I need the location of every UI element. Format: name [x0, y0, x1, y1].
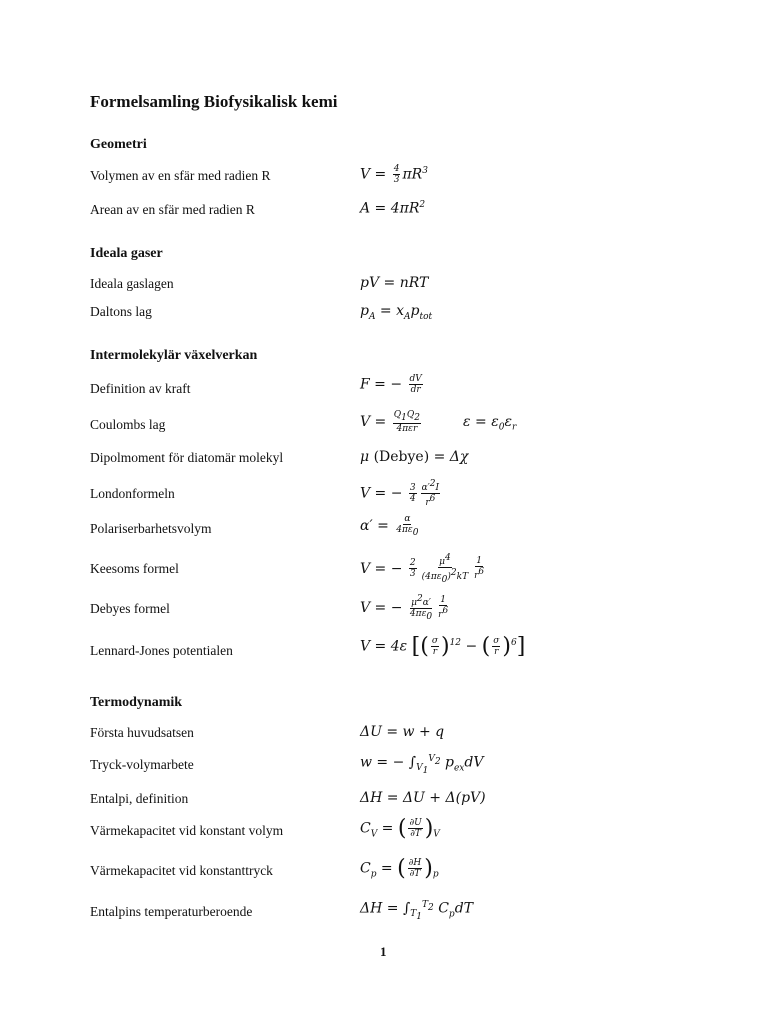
formula-cp: $C_p$ = ( $\frac{\partial H}{\partial T}$ )$_p$ — [360, 856, 439, 881]
formula-tempber: $\Delta H = \int_{T_1}^{T_2}$ $C_pdT$ — [360, 900, 473, 923]
label-polar: Polariserbarhetsvolym — [90, 521, 212, 536]
label-dipol: Dipolmoment för diatomär molekyl — [90, 450, 284, 465]
label-keesom: Keesoms formel — [90, 561, 179, 576]
formula-dipol: μ (Debye) = Δχ — [360, 449, 469, 465]
label-cp: Värmekapacitet vid konstanttryck — [90, 863, 273, 878]
formula-coulomb: V = $\frac{Q_1Q_2}{\text{4πεr}}$ $\varepsilon = \varepsilon_0\varepsilon_r$ — [360, 410, 517, 434]
label-gaslagen: Ideala gaslagen — [90, 276, 174, 291]
formula-volym: V = $\frac{4}{3}$ $\pi R^3$ — [360, 164, 428, 185]
formula-area: $A = 4\pi R^2$ — [360, 200, 426, 217]
formula-cv: $C_V$ = ( $\frac{\partial U}{\partial T}$ )$_V$ — [360, 816, 440, 841]
formula-forsta: ΔU = w + q — [360, 724, 445, 740]
label-entalpi: Entalpi, definition — [90, 791, 189, 806]
page-number: 1 — [380, 944, 387, 959]
section-heading-intermolekylar: Intermolekylär växelverkan — [90, 348, 258, 363]
label-cv: Värmekapacitet vid konstant volym — [90, 823, 284, 838]
formula-keesom: V = − $\frac{2}{3}$ $\frac{\mu^4}{(4\pi\varepsilon_0)^2kT}$ $\frac{1}{r^6}$ — [360, 553, 485, 585]
section-heading-geometri: Geometri — [90, 137, 147, 152]
formula-gaslagen: pV = nRT — [360, 275, 429, 291]
formula-kraft: F = − $\frac{dV}{dr}$ — [360, 374, 422, 395]
label-daltons: Daltons lag — [90, 304, 152, 319]
formula-daltons: $p_A = x_Ap_{tot}$ — [360, 303, 433, 322]
label-coulomb: Coulombs lag — [90, 417, 166, 432]
label-kraft: Definition av kraft — [90, 381, 191, 396]
formula-entalpi: ΔH = ΔU + Δ(pV) — [360, 790, 486, 806]
formula-polar: α′ = $\frac{\alpha}{4\pi\varepsilon_0}$ — [360, 514, 419, 538]
label-forsta: Första huvudsatsen — [90, 725, 194, 740]
label-area: Arean av en sfär med radien R — [90, 202, 255, 217]
label-debye: Debyes formel — [90, 601, 170, 616]
label-tryck: Tryck-volymarbete — [90, 757, 194, 772]
label-volym: Volymen av en sfär med radien R — [90, 168, 271, 183]
document-title: Formelsamling Biofysikalisk kemi — [90, 92, 338, 111]
label-london: Londonformeln — [90, 486, 175, 501]
section-heading-ideala-gaser: Ideala gaser — [90, 246, 163, 261]
section-heading-termodynamik: Termodynamik — [90, 695, 183, 710]
formula-london: V = − $\frac{3}{4}$ $\frac{\alpha'^2I}{r^6}$ — [360, 479, 440, 508]
label-lj: Lennard-Jones potentialen — [90, 643, 233, 658]
formula-debye: V = − $\frac{\mu^2\alpha'}{4\pi\varepsilon_0}$ $\frac{1}{r^6}$ — [360, 594, 449, 622]
label-tempber: Entalpins temperaturberoende — [90, 904, 253, 919]
formula-lj: V = 4ε [( $\frac{\sigma}{r}$ )$^{12}$ − ( $\frac{\sigma}{r}$ )$^6$] — [360, 634, 526, 659]
formula-tryck: w = − $\int_{V_1}^{V_2}$ $p_{ex}dV$ — [360, 754, 484, 777]
